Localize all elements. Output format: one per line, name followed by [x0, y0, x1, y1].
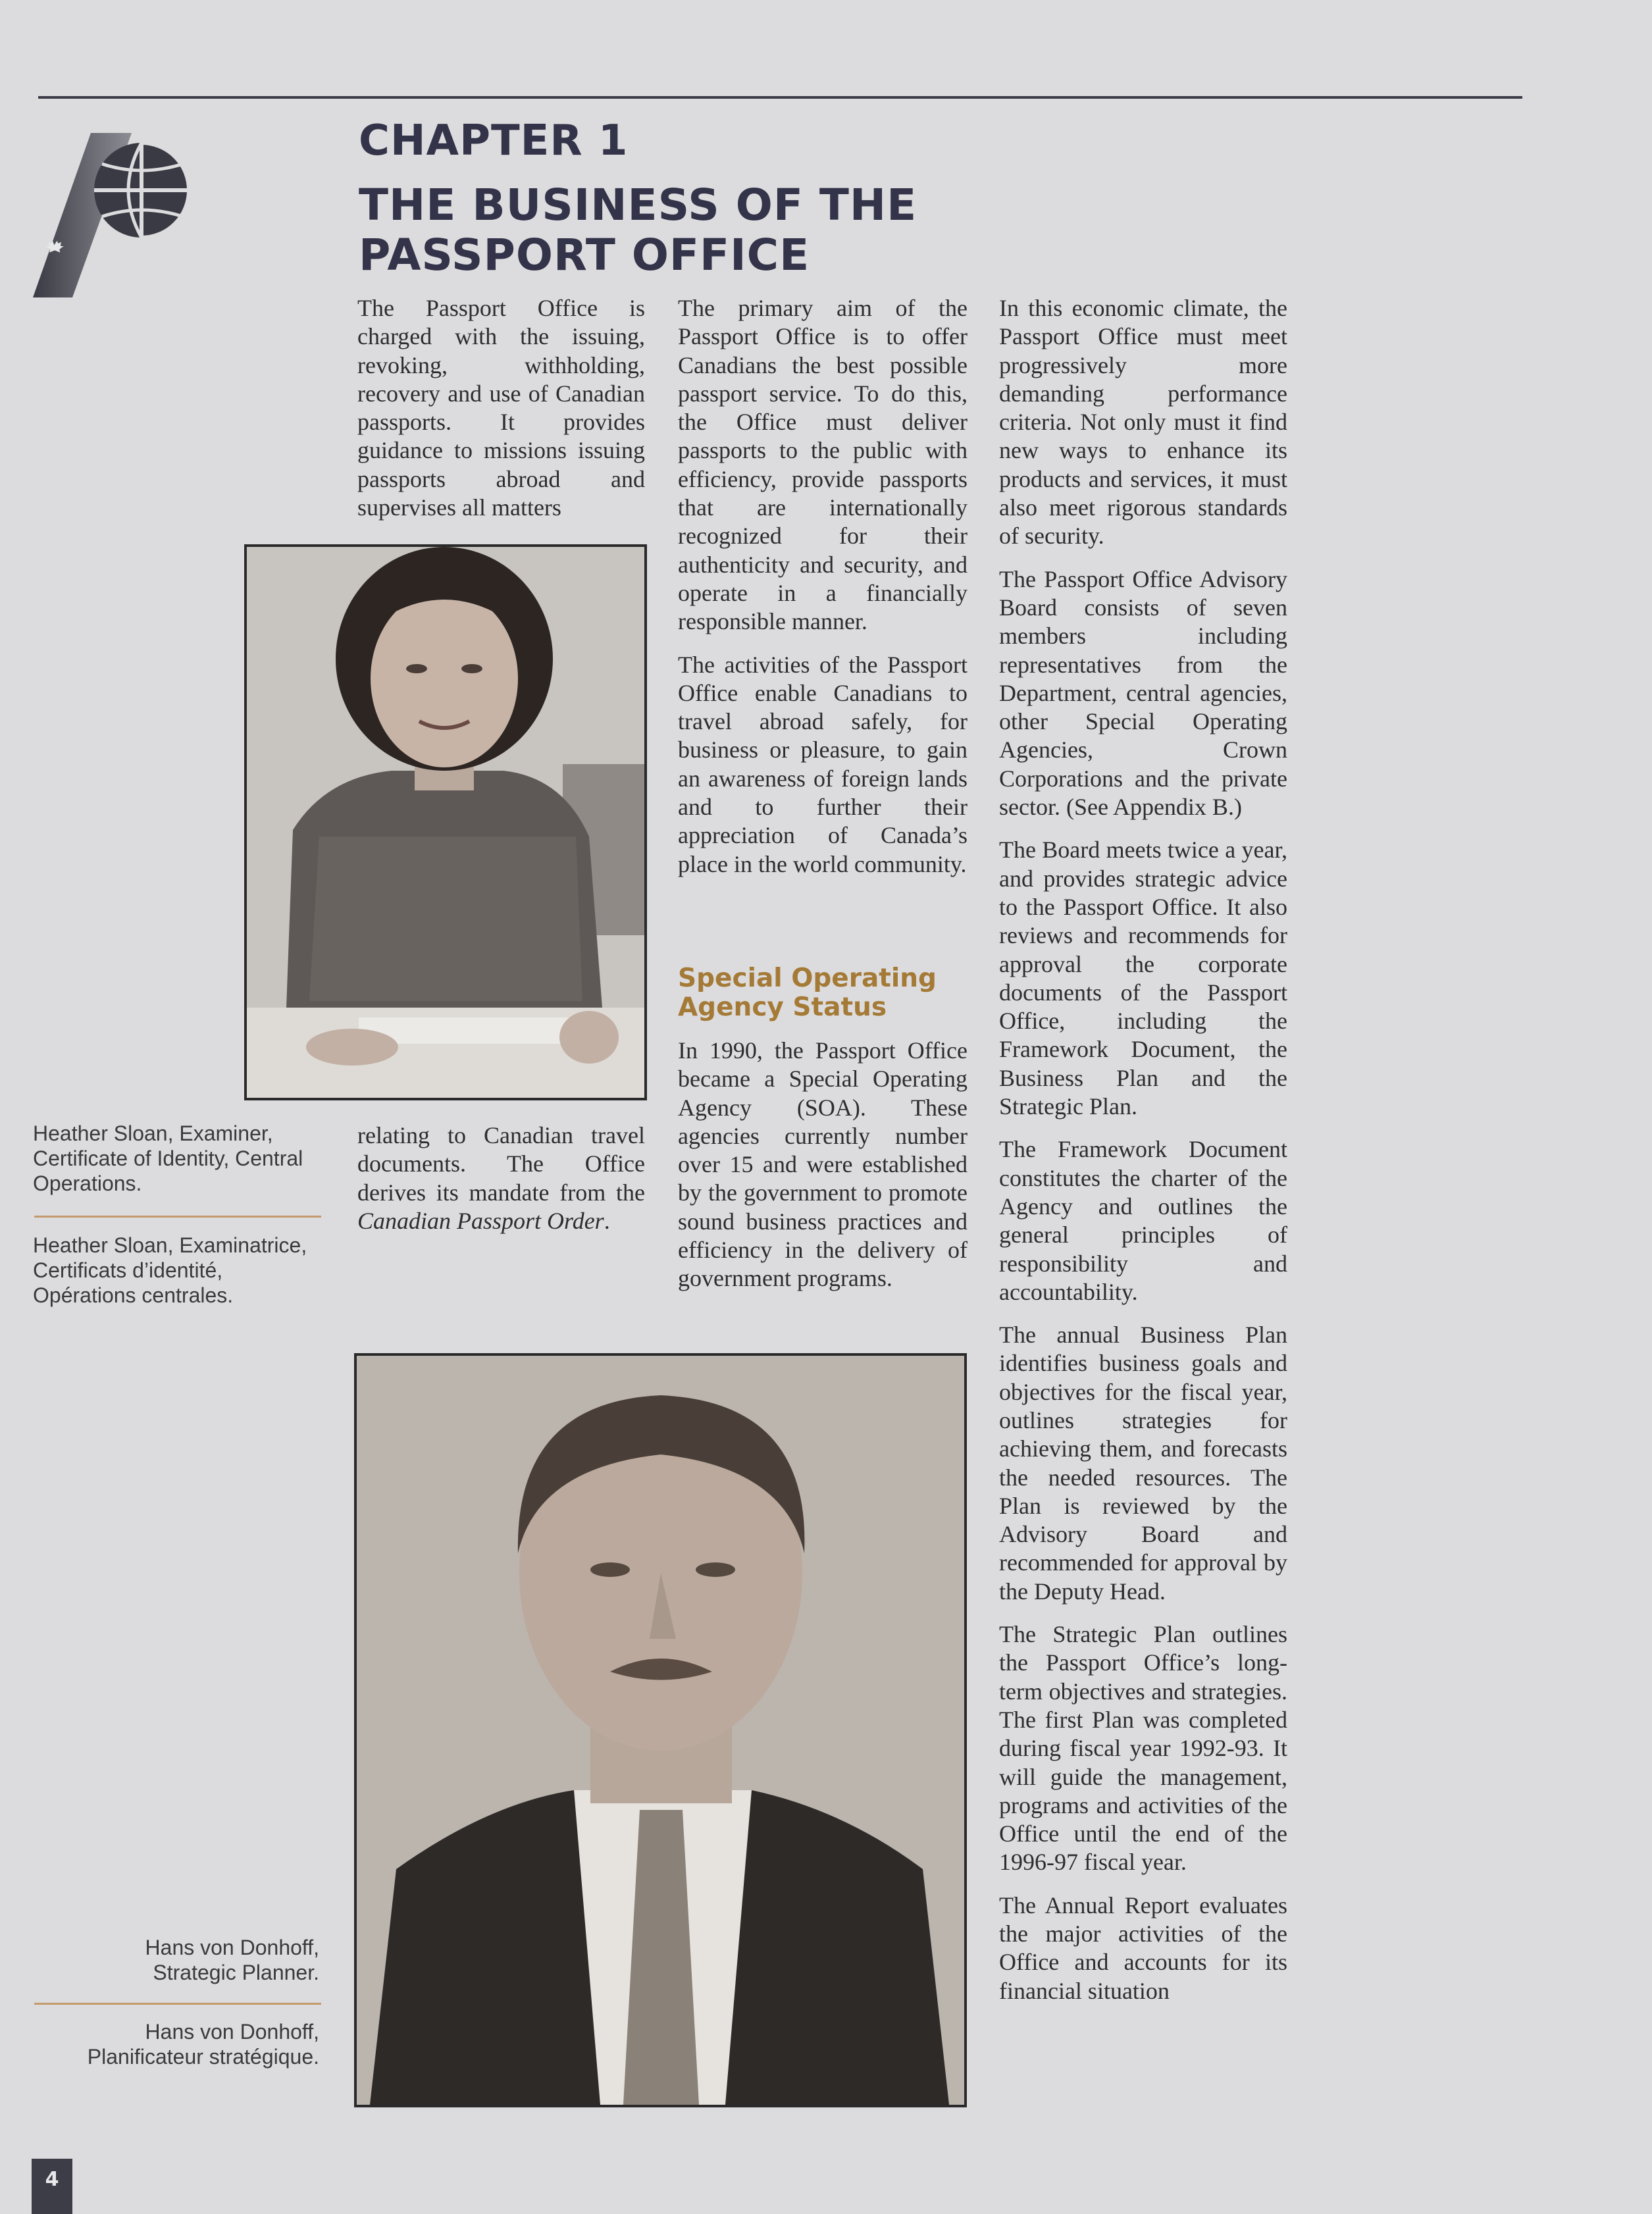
chapter-label: CHAPTER 1	[359, 116, 629, 165]
paragraph: The activities of the Passport Office enable Canadians to travel abroad safely, for business or pleasure, to gain an awareness of foreign lands and to further their appreciation of Canada’s place in the world community.	[678, 651, 968, 877]
caption-line: Hans von Donhoff,	[145, 1936, 319, 1959]
caption-photo2-french	[33, 2019, 319, 2069]
paragraph: The Strategic Plan outlines the Passport Office’s long-term objectives and strategies. The first Plan was completed during fiscal year 1992-93. It will guide the management, programs and activities of the Office until the end of the 1996-97 fiscal year.	[999, 1621, 1287, 1876]
paragraph: In this economic climate, the Passport Office must meet progressively more demanding performance criteria. Not only must it find new ways to enhance its products and services, it must also meet rigorous standards of security.	[999, 295, 1287, 550]
caption-photo1-english: Heather Sloan, Examiner, Certificate of Identity, Central Operations.	[33, 1121, 303, 1195]
column3-text	[999, 294, 1287, 2020]
chapter-title-line1: THE BUSINESS OF THE	[359, 180, 917, 230]
paragraph: In 1990, the Passport Office became a Special Operating Agency (SOA). These agencies currently number over 15 and were established by the government to promote sound business practices and efficiency in the delivery of government programs.	[678, 1037, 968, 1292]
paragraph: The Passport Office Advisory Board consists of seven members including representatives from the Department, central agencies, other Special Operating Agencies, Crown Corporations and the private sector. (See Appendix B.)	[999, 565, 1287, 821]
caption-photo2-english	[33, 1935, 319, 1985]
paragraph: The annual Business Plan identifies business goals and objectives for the fiscal year, outlines strategies for achieving them, and forecasts the needed resources. The Plan is reviewed by the Advisory Board and recommended for approval by the Deputy Head.	[999, 1322, 1287, 1605]
paragraph-text: relating to Canadian travel documents. The Office derives its mandate from the	[357, 1122, 645, 1206]
caption-line: Strategic Planner.	[153, 1961, 319, 1984]
paragraph: The Passport Office is charged with the issuing, revoking, withholding, recovery and use of Canadian passports. It provides guidance to missions issuing passports abroad and supervises all matters	[357, 295, 645, 521]
chapter-title	[359, 180, 917, 280]
photo-hans-von-donhoff	[354, 1353, 967, 2107]
caption-line: Planificateur stratégique.	[87, 2045, 319, 2069]
paragraph-continued	[357, 1121, 645, 1235]
paragraph: The primary aim of the Passport Office is to offer Canadians the best possible passport service. To do this, the Office must deliver passports to the public with efficiency, provide passports that are internationally recognized for their authenticity and security, and operate in a financially responsible manner.	[678, 295, 968, 635]
chapter-title-line2: PASSPORT OFFICE	[359, 230, 810, 280]
caption-divider	[34, 2003, 321, 2005]
column2-bottom-text	[678, 1037, 968, 1308]
column2-top-text	[678, 294, 968, 893]
paragraph: The Board meets twice a year, and provides strategic advice to the Passport Office. It also reviews and recommends for approval the corporate documents of the Passport Office, including the Framework Document, the Business Plan and the Strategic Plan.	[999, 837, 1287, 1120]
section-subheading: Special Operating Agency Status	[678, 964, 937, 1022]
paragraph: The Framework Document constitutes the charter of the Agency and outlines the general principles of responsibility and accountability.	[999, 1136, 1287, 1305]
paragraph-end: .	[604, 1207, 610, 1234]
caption-photo1-french: Heather Sloan, Examinatrice, Certificats d’identité, Opérations centrales.	[33, 1233, 307, 1307]
top-rule	[38, 96, 1522, 99]
column1-top-text	[357, 294, 645, 536]
paragraph: The Annual Report evaluates the major activities of the Office and accounts for its financial situation	[999, 1892, 1287, 2004]
column1-bottom-text	[357, 1121, 645, 1250]
italic-title: Canadian Passport Order	[357, 1207, 604, 1234]
photo-heather-sloan	[244, 544, 647, 1100]
caption-line: Hans von Donhoff,	[145, 2020, 319, 2044]
page-number: 4	[32, 2159, 72, 2214]
passport-office-logo	[33, 128, 191, 300]
caption-divider	[34, 1216, 321, 1218]
